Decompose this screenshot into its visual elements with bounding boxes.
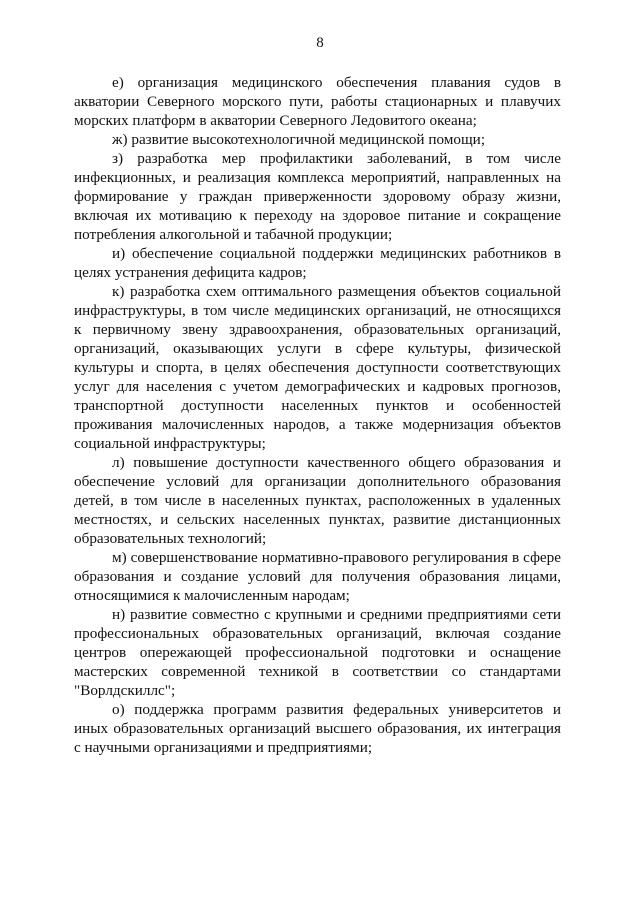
paragraph-o: о) поддержка программ развития федеральных университетов и иных образовательных организаций высшего образования, их интеграция с научными организациями и предприятиями; (74, 701, 561, 756)
paragraph-m: м) совершенствование нормативно-правового регулирования в сфере образования и создание условий для получения образования лицами, относящимися к малочисленным народам; (74, 549, 561, 604)
paragraph-zh: ж) развитие высокотехнологичной медицинской помощи; (112, 131, 486, 148)
paragraph-e: е) организация медицинского обеспечения плавания судов в акватории Северного морского пути, работы стационарных и плавучих морских платформ в акватории Северного Ледовитого океана; (74, 74, 561, 129)
paragraph-z: з) разработка мер профилактики заболеваний, в том числе инфекционных, и реализация комплекса мероприятий, направленных на формирование у граждан приверженности здоровому образу жизни, включая их мотивацию к переходу на здоровое питание и сокращение потребления алкогольной и табачной продукции; (74, 150, 561, 243)
paragraph-l: л) повышение доступности качественного общего образования и обеспечение условий для организации дополнительного образования детей, в том числе в населенных пунктах, расположенных в удаленных местностях, и сельских населенных пунктах, развитие дистанционных образовательных технологий; (74, 454, 561, 547)
paragraph-n: н) развитие совместно с крупными и средними предприятиями сети профессиональных образовательных организаций, включая создание центров опережающей профессиональной подготовки и оснащение мастерских современной техникой в соответствии со стандартами "Ворлдскиллс"; (74, 606, 561, 699)
paragraph-i: и) обеспечение социальной поддержки медицинских работников в целях устранения дефицита кадров; (74, 245, 561, 281)
document-body (74, 73, 561, 757)
paragraph-k: к) разработка схем оптимального размещения объектов социальной инфраструктуры, в том числе медицинских организаций, не относящихся к первичному звену здравоохранения, образовательных организаций, организаций, оказывающих услуги в сфере культуры, физической культуры и спорта, в целях обеспечения доступности соответствующих услуг для населения с учетом демографических и кадровых прогнозов, транспортной доступности населенных пунктов и особенностей проживания малочисленных народов, а также модернизация объектов социальной инфраструктуры; (74, 283, 561, 452)
page-number: 8 (316, 35, 324, 51)
